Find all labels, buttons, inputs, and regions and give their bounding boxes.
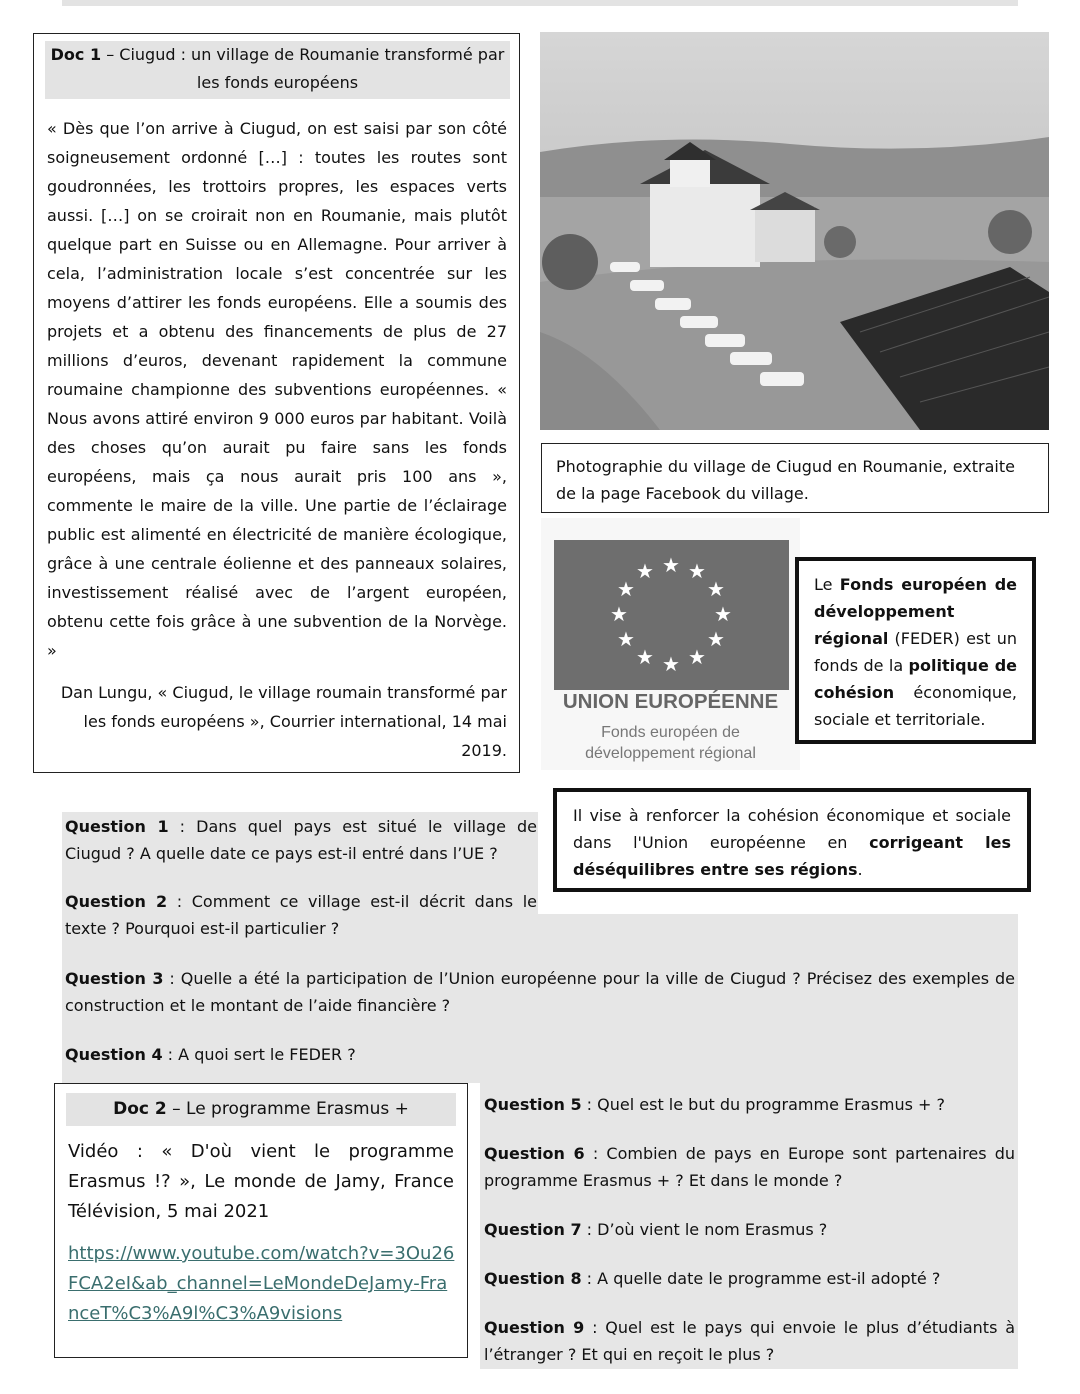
svg-text:★: ★ xyxy=(662,652,680,676)
question-3-text: : Quelle a été la participation de l’Union européenne pour la ville de Ciugud ? Précisez des exemples de construction et le montant de l’aide financière ? xyxy=(65,969,1015,1015)
question-3-label: Question 3 xyxy=(65,969,164,988)
feder-text-1: Le xyxy=(814,575,840,594)
svg-text:★: ★ xyxy=(707,577,725,601)
svg-text:★: ★ xyxy=(617,577,635,601)
svg-text:★: ★ xyxy=(610,602,628,626)
svg-text:★: ★ xyxy=(707,627,725,651)
question-5-text: : Quel est le but du programme Erasmus + ? xyxy=(581,1095,945,1114)
question-9-text: : Quel est le pays qui envoie le plus d’étudiants à l’étranger ? Et qui en reçoit le plus ? xyxy=(484,1318,1015,1364)
vise-text-1: Il vise à renforcer la cohésion économique et sociale dans l'Union européenne en xyxy=(573,806,1011,852)
feder-definition-box xyxy=(795,557,1036,744)
question-8-text: : A quelle date le programme est-il adopté ? xyxy=(581,1269,941,1288)
question-1-label: Question 1 xyxy=(65,817,169,836)
question-6-text: : Combien de pays en Europe sont partenaires du programme Erasmus + ? Et dans le monde ? xyxy=(484,1144,1015,1190)
question-5 xyxy=(484,1091,1015,1118)
doc2-video-reference: Vidéo : « D'où vient le programme Erasmus !? », Le monde de Jamy, France Télévision, 5 mai 2021 xyxy=(68,1141,454,1222)
top-banner-strip xyxy=(62,0,1018,6)
question-7-label: Question 7 xyxy=(484,1220,582,1239)
feder-aim-box xyxy=(553,788,1031,892)
question-6-label: Question 6 xyxy=(484,1144,585,1163)
question-4 xyxy=(65,1041,1015,1068)
eu-logo-subtitle-line2: développement régional xyxy=(585,745,756,762)
eu-flag-icon xyxy=(554,540,789,690)
doc1-box xyxy=(33,33,520,773)
question-2-label: Question 2 xyxy=(65,892,168,911)
question-1-text: : Dans quel pays est situé le village de Ciugud ? A quelle date ce pays est-il entré dans l’UE ? xyxy=(65,817,537,863)
question-2-text: : Comment ce village est-il décrit dans le texte ? Pourquoi est-il particulier ? xyxy=(65,892,538,938)
question-8-label: Question 8 xyxy=(484,1269,582,1288)
eu-logo-subtitle xyxy=(541,722,800,764)
doc1-quote: « Dès que l’on arrive à Ciugud, on est saisi par son côté soigneusement ordonné […] : toutes les routes sont goudronnées, les trottoirs propres, les espaces verts aussi. […] on se croirait non en Roumanie, mais plutôt quelque part en Suisse ou en Allemagne. Pour arriver à cela, l’administration locale s’est concentrée sur les moyens d’attirer les fonds européens. Elle a soumis des projets et a obtenu des financements de plus de 27 millions d’euros, devenant rapidement la commune roumaine championne des subventions européennes. « Nous avons attiré environ 9 000 euros par habitant. Voilà des choses qu’on aurait pu faire sans les fonds européens, mais ça nous aurait pris 100 ans », commente le maire de la ville. Une partie de l’éclairage public est alimenté en électricité de manière écologique, grâce à une centrale éolienne et des panneaux solaires, investissement réalisé avec de l’argent européen, obtenu cette fois grâce à une subvention de la Norvège. » xyxy=(47,119,507,660)
svg-text:★: ★ xyxy=(636,645,654,669)
svg-text:★: ★ xyxy=(636,559,654,583)
doc1-title-text: – Ciugud : un village de Roumanie transformé par les fonds européens xyxy=(101,45,505,92)
feder-text-2: (FEDER) est un fonds de la xyxy=(814,629,1017,675)
eu-stars-icon xyxy=(554,540,789,690)
question-8 xyxy=(484,1265,1015,1292)
question-7 xyxy=(484,1216,1015,1243)
question-1 xyxy=(65,813,537,867)
doc1-title xyxy=(45,41,510,99)
question-5-label: Question 5 xyxy=(484,1095,582,1114)
vise-bold: corrigeant les déséquilibres entre ses régions xyxy=(573,833,1011,879)
eu-logo-title: UNION EUROPÉENNE xyxy=(562,690,779,713)
question-4-text: : A quoi sert le FEDER ? xyxy=(162,1045,356,1064)
village-photo-illustration xyxy=(540,32,1049,430)
question-6 xyxy=(484,1140,1015,1194)
feder-text-3: économique, sociale et territoriale. xyxy=(814,683,1017,729)
doc1-title-number: Doc 1 xyxy=(50,45,102,64)
svg-text:★: ★ xyxy=(688,645,706,669)
village-photo xyxy=(540,32,1049,430)
svg-text:★: ★ xyxy=(617,627,635,651)
doc2-title-text: – Le programme Erasmus + xyxy=(166,1099,409,1119)
question-3 xyxy=(65,965,1015,1019)
doc1-source: Dan Lungu, « Ciugud, le village roumain transformé par les fonds européens », Courrier international, 14 mai 2019. xyxy=(60,683,507,760)
question-2 xyxy=(65,888,537,942)
eu-logo-subtitle-line1: Fonds européen de xyxy=(601,724,740,741)
vise-text-2: . xyxy=(857,860,863,879)
svg-text:★: ★ xyxy=(714,602,732,626)
svg-text:★: ★ xyxy=(688,559,706,583)
feder-bold-1: Fonds européen de développement régional xyxy=(814,575,1018,648)
doc2-title-number: Doc 2 xyxy=(113,1099,167,1119)
doc2-box xyxy=(54,1083,468,1358)
question-7-text: : D’où vient le nom Erasmus ? xyxy=(581,1220,828,1239)
question-9-label: Question 9 xyxy=(484,1318,585,1337)
doc2-title xyxy=(66,1093,456,1126)
feder-bold-2: politique de cohésion xyxy=(814,656,1017,702)
question-4-label: Question 4 xyxy=(65,1045,163,1064)
question-9 xyxy=(484,1314,1015,1368)
photo-caption: Photographie du village de Ciugud en Roumanie, extraite de la page Facebook du village. xyxy=(541,443,1049,513)
doc2-video-link[interactable]: https://www.youtube.com/watch?v=3Ou26FCA2eI&ab_channel=LeMondeDeJamy-FranceT%C3%A9l%C3%A9visions xyxy=(68,1243,455,1324)
svg-text:★: ★ xyxy=(662,553,680,577)
